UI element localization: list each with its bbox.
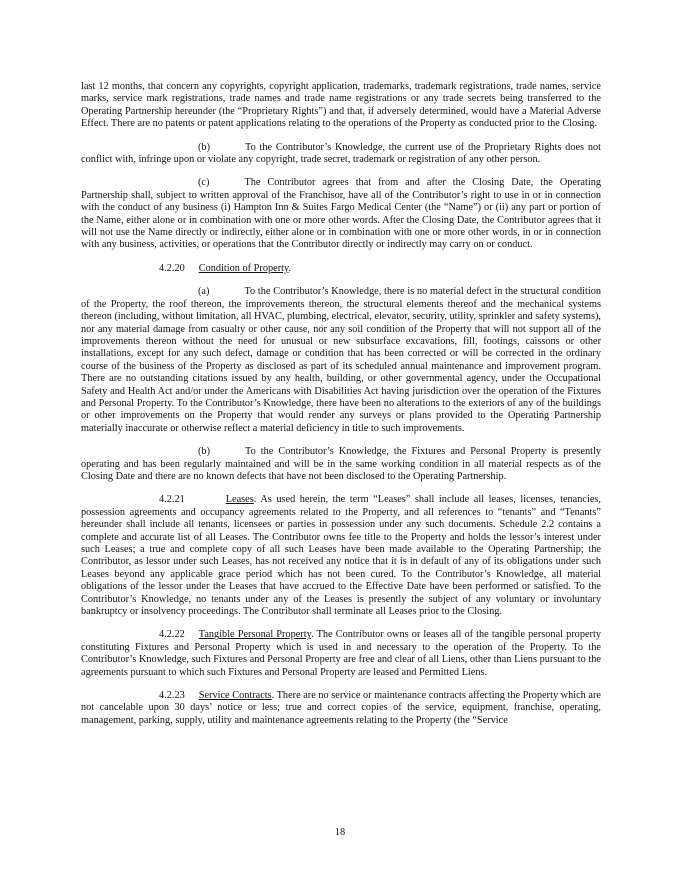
paragraph-label: (a) bbox=[198, 286, 210, 298]
section-title: Service Contracts bbox=[198, 690, 272, 702]
paragraph-label: (c) bbox=[198, 177, 210, 189]
paragraph-text: The Contributor agrees that from and after the Closing Date, the Operating Partnership shall, subject to written approval of the Franchisor, have all of the Contributor’s right to use in or in connection with the conduct of any business (i) Hampton Inn & Suites Fargo Medical Center (the “Name”) or (ii) any part or portion of the Name, either alone or in combination with one or more other words. After the Closing Date, the Contributor agrees that it will not use the Name directly or indirectly, either alone or in combination with one or more other words, in or in connection with any business, activities, or operations that the Contributor directly or indirectly may carry on or conduct. bbox=[81, 177, 601, 251]
paragraph-b-proprietary-rights bbox=[81, 142, 601, 167]
section-number: 4.2.23 bbox=[159, 690, 185, 702]
section-4-2-21-leases bbox=[81, 494, 601, 618]
paragraph-c-name-rights bbox=[81, 177, 601, 251]
paragraph-label: (b) bbox=[198, 446, 211, 458]
paragraph-text: last 12 months, that concern any copyrights, copyright application, trademarks, trademark registrations, trade names, service marks, service mark registrations, trade names and trade name registrations or any trade secrets being transferred to the Operating Partnership hereunder (the “Proprietary Rights”) and that, if adversely determined, would have a Material Adverse Effect. There are no patents or patent applications relating to the operations of the Property as conducted prior to the Closing. bbox=[81, 81, 601, 130]
section-title: Condition of Property bbox=[198, 262, 289, 274]
section-4-2-22-tangible-personal-property bbox=[81, 629, 601, 679]
paragraph-text: . As used herein, the term “Leases” shall include all leases, licenses, tenancies, possession agreements and occupancy agreements related to the Property, and all references to “tenants” and “Tenants” hereunder shall include all tenants, licensees or parties in possession under any such documents. Schedule 2.2 contains a complete and accurate list of all Leases. The Contributor owns fee title to the Property and holds the lessor’s interest under such Leases; a true and complete copy of all such Leases have been made available to the Operating Partnership; the Contributor, as lessor under such Leases, has not received any notice that it is in default of any of its obligations under such Leases beyond any applicable grace period which has not been cured. To the Contributor’s Knowledge, all material obligations of the lessor under the Leases that have accrued to the Effective Date have been performed or satisfied. To the Contributor’s Knowledge, no tenants under any of the Leases is presently the subject of any voluntary or involuntary bankruptcy or insolvency proceedings. The Contributor shall terminate all Leases prior to the Closing. bbox=[81, 494, 601, 618]
section-title: Leases bbox=[225, 494, 254, 506]
paragraph-label: (b) bbox=[198, 141, 211, 153]
paragraph-text: To the Contributor’s Knowledge, the current use of the Proprietary Rights does not conflict with, infringe upon or violate any copyright, trade secret, trademark or registration of any other person. bbox=[81, 141, 601, 166]
section-heading-4-2-20: 4.2.20 Condition of Property. bbox=[159, 262, 292, 274]
page-number: 18 bbox=[334, 827, 346, 838]
section-4-2-23-service-contracts bbox=[81, 690, 601, 727]
paragraph-4-2-20-a bbox=[81, 286, 601, 435]
paragraph-continuation bbox=[81, 81, 601, 131]
section-number: 4.2.20 bbox=[159, 262, 185, 274]
section-number: 4.2.22 bbox=[159, 629, 185, 641]
paragraph-text: . There are no service or maintenance contracts affecting the Property which are not cancelable upon 30 days’ notice or less; true and correct copies of the service, equipment, franchise, operating, management, parking, supply, utility and maintenance agreements relating to the Property (the “Service bbox=[81, 690, 601, 726]
paragraph-4-2-20-b bbox=[81, 446, 601, 483]
section-number: 4.2.21 bbox=[159, 494, 185, 506]
paragraph-text: To the Contributor’s Knowledge, the Fixtures and Personal Property is presently operating and has been regularly maintained and will be in the same working condition in all material respects as of the Closing Date and there are no known defects that have not been disclosed to the Operating Partnership. bbox=[81, 446, 601, 482]
document-body bbox=[81, 81, 601, 738]
section-title: Tangible Personal Property bbox=[198, 629, 312, 641]
paragraph-text: . The Contributor owns or leases all of the tangible personal property constituting Fixtures and Personal Property which is used in and necessary to the operation of the Property. To the Contributor’s Knowledge, such Fixtures and Personal Property are free and clear of all Liens, other than Liens pursuant to the agreements pursuant to which such Fixtures and Personal Property are leased and Permitted Liens. bbox=[81, 629, 601, 678]
paragraph-text: To the Contributor’s Knowledge, there is no material defect in the structural condition of the Property, the roof thereon, the improvements thereon, the structural elements thereof and the mechanical systems thereon (including, without limitation, all HVAC, plumbing, electrical, elevator, security, utility, sprinkler and safety systems), nor any material damage from casualty or other cause, nor any soil condition of the Property that will not support all of the improvements thereon without the need for unusual or new subsurface excavations, fill, footings, caissons or other installations, except for any such defect, damage or condition that has been corrected or will be corrected in the ordinary course of the business of the Property as disclosed as part of its scheduled annual maintenance and improvement program. There are no outstanding citations issued by any health, building, or other governmental agency, under the Occupational Safety and Health Act and/or under the Americans with Disabilities Act having jurisdiction over the operation of the Fixtures and Personal Property. To the Contributor’s Knowledge, there have been no alterations to the exteriors of any of the buildings or other improvements on the Property that would render any surveys or plans provided to the Operating Partnership materially inaccurate or otherwise reflect a material deficiency in title to such improvements. bbox=[81, 286, 601, 434]
